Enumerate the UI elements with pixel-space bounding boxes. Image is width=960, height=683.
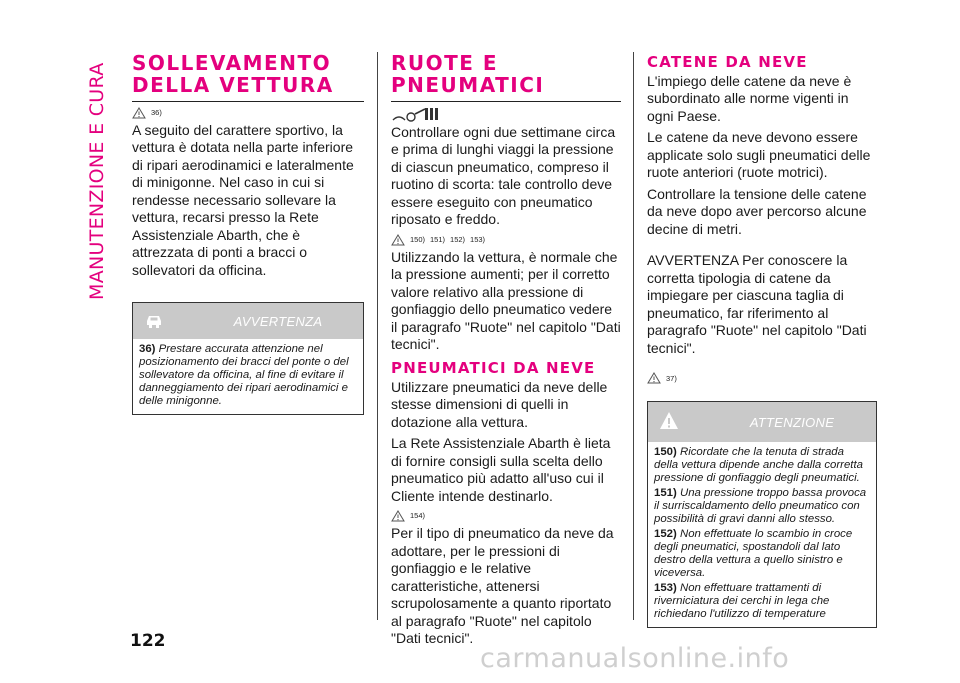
car-lift-icon xyxy=(143,309,165,331)
section-heading: CATENE DA NEVE xyxy=(647,53,808,71)
warning-triangle-icon xyxy=(391,234,405,246)
attenzione-header xyxy=(648,402,876,442)
note-ref[interactable]: 36) xyxy=(151,108,162,118)
body-paragraph: Utilizzare pneumatici da neve delle stesse dimensioni di quelli in dotazione alla vettura. xyxy=(391,378,608,430)
body-paragraph: La Rete Assistenziale Abarth è lieta di fornire consigli sulla scelta dello pneumatico più adatto all'uso cui il Cliente intende destinarlo. xyxy=(391,435,611,504)
note-ref[interactable]: 150) xyxy=(410,235,426,245)
note-ref[interactable]: 37) xyxy=(666,373,677,383)
heading-rule xyxy=(391,101,621,102)
avvertenza-box xyxy=(132,302,364,415)
column-divider xyxy=(377,52,378,620)
box-title: ATTENZIONE xyxy=(749,415,835,431)
note-ref[interactable]: 151) xyxy=(430,235,446,245)
attenzione-box xyxy=(647,401,877,628)
heading-rule xyxy=(132,101,364,102)
body-paragraph: Per il tipo di pneumatico da neve da adottare, per le pressioni di gonfiaggio e le relative caratteristiche, attenersi scrupolosamente a quanto riportato al paragrafo "Ruote" nel capitolo "Dati tecnici". xyxy=(391,525,614,647)
warning-refs xyxy=(391,233,621,247)
tire-pressure-icon xyxy=(391,106,439,124)
note-item: 150) Ricordate che la tenuta di strada della vettura dipende anche dalla corretta pressione di gonfiaggio degli pneumatici. xyxy=(654,446,863,485)
section-ruote-pneumatici xyxy=(391,52,621,652)
site-watermark: carmanualsonline.info xyxy=(480,643,790,674)
note-item: 36) Prestare accurata attenzione nel posizionamento dei bracci del ponte o del sollevatore da officina, al fine di evitare il danneggiamento dei ripari aerodinamici e delle minigonne. xyxy=(139,343,349,408)
warning-triangle-icon xyxy=(658,410,680,432)
section-heading: DELLA VETTURA xyxy=(132,73,334,98)
body-paragraph: A seguito del carattere sportivo, la vettura è dotata nella parte inferiore di ripari aerodinamici e lateralmente di minigonne. Nel caso in cui si rendesse necessario sollevare la vettura, recarsi presso la Rete Assistenziale Abarth, che è attrezzata di ponti a bracci o sollevatori da officina. xyxy=(132,121,354,278)
body-paragraph: AVVERTENZA Per conoscere la corretta tipologia di catene da impiegare per ciascuna taglia di pneumatico, far riferimento al paragrafo "Ruote" nel capitolo "Dati tecnici". xyxy=(647,252,867,356)
section-heading: PNEUMATICI xyxy=(391,73,545,98)
body-paragraph: L'impiego delle catene da neve è subordinato alle norme vigenti in ogni Paese. xyxy=(647,72,852,124)
note-ref[interactable]: 152) xyxy=(450,235,466,245)
body-paragraph: Utilizzando la vettura, è normale che la pressione aumenti; per il corretto valore relativo alla pressione di gonfiaggio dello pneumatico vedere il paragrafo "Ruote" nel capitolo "Dati tecnici". xyxy=(391,248,621,353)
subsection-heading: PNEUMATICI DA NEVE xyxy=(391,358,596,377)
warning-triangle-icon xyxy=(132,107,146,119)
section-heading: SOLLEVAMENTO xyxy=(132,51,332,75)
warning-refs xyxy=(132,106,364,120)
warning-refs xyxy=(647,371,877,385)
note-item: 151) Una pressione troppo bassa provoca il surriscaldamento dello pneumatico con possibilità di gravi danni allo stesso. xyxy=(654,487,867,526)
warning-triangle-icon xyxy=(391,510,405,522)
body-paragraph: Controllare ogni due settimane circa e prima di lunghi viaggi la pressione di ciascun pneumatico, compreso il ruotino di scorta: tale controllo deve essere eseguito con pneumatico riposato e freddo. xyxy=(391,123,616,228)
body-paragraph: Le catene da neve devono essere applicate solo sugli pneumatici delle ruote anteriori (ruote motrici). xyxy=(647,129,871,181)
note-item: 153) Non effettuare trattamenti di riverniciatura dei cerchi in lega che richiedano l'utilizzo di temperature xyxy=(654,582,830,621)
section-heading: RUOTE E xyxy=(391,51,499,75)
note-ref[interactable]: 154) xyxy=(410,511,426,521)
body-paragraph: Controllare la tensione delle catene da neve dopo aver percorso alcune decine di metri. xyxy=(647,185,867,237)
avvertenza-header xyxy=(133,303,363,339)
column-divider xyxy=(633,52,634,620)
section-sollevamento xyxy=(132,52,364,415)
page-number: 122 xyxy=(130,631,166,651)
warning-refs xyxy=(391,509,621,523)
box-body xyxy=(133,339,363,414)
warning-triangle-icon xyxy=(647,372,661,384)
box-title: AVVERTENZA xyxy=(233,314,323,330)
note-item: 152) Non effettuate lo scambio in croce degli pneumatici, spostandoli dal lato destro della vettura a quello sinistro e viceversa. xyxy=(654,528,853,580)
chapter-side-tab: MANUTENZIONE E CURA xyxy=(86,62,108,300)
box-body xyxy=(648,442,876,627)
note-ref[interactable]: 153) xyxy=(470,235,486,245)
section-catene-neve xyxy=(647,54,877,628)
